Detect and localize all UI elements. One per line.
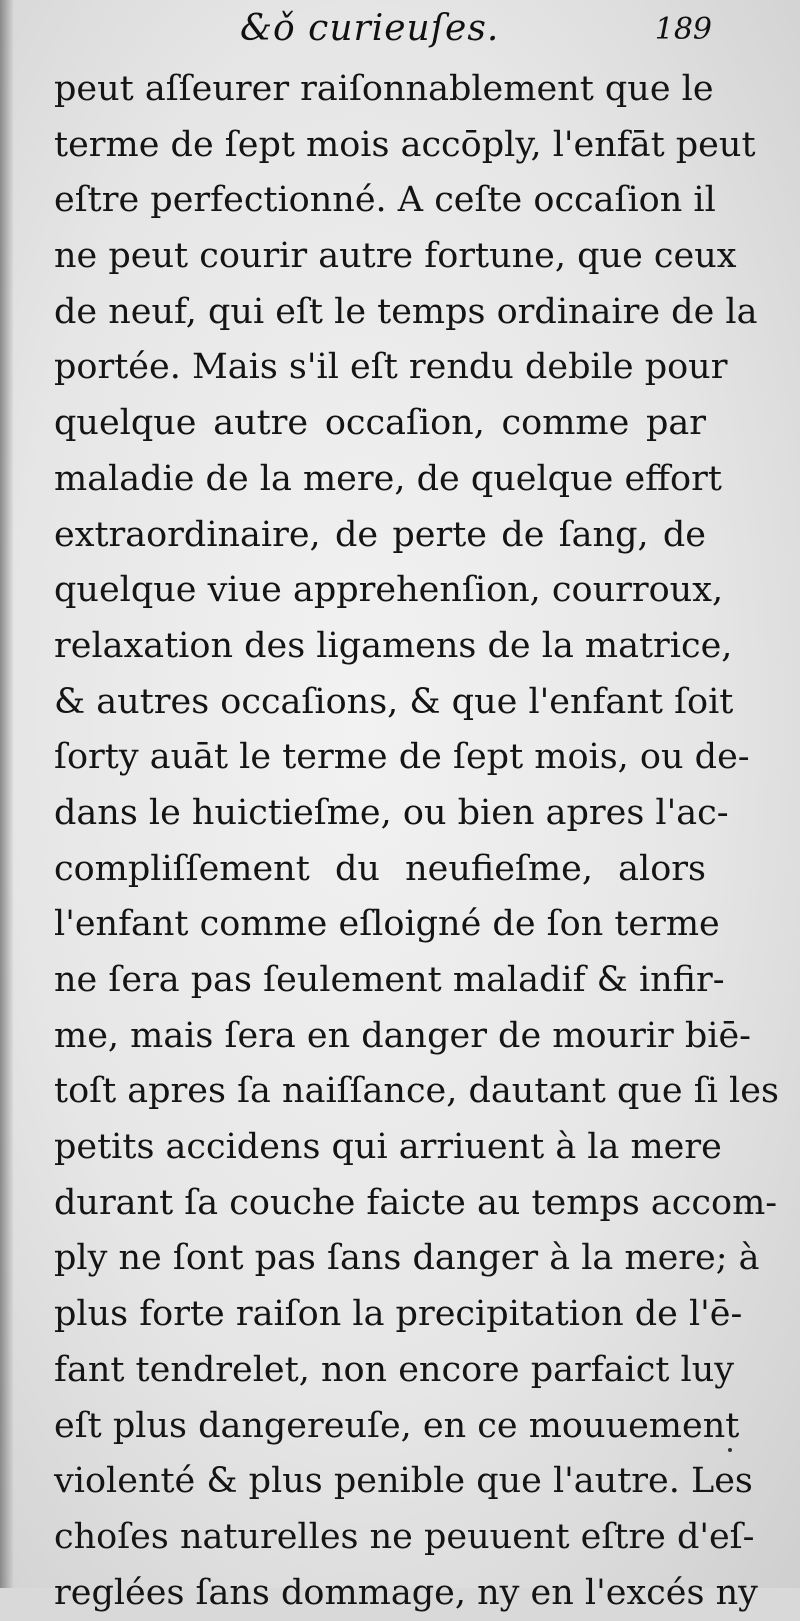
text-line: ne peut courir autre fortune, que ceux bbox=[54, 236, 737, 277]
text-line: eſtre perfectionné. A ceſte occaſion il bbox=[54, 180, 716, 221]
text-line: petits accidens qui arriuent à la mere bbox=[54, 1127, 722, 1168]
page-header bbox=[60, 8, 710, 56]
text-line: reglées ſans dommage, ny en l'excés ny bbox=[54, 1572, 758, 1613]
text-line: maladie de la mere, de quelque effort bbox=[54, 458, 722, 499]
text-line: compliſſement du neufieſme, alors bbox=[54, 848, 706, 889]
text-line: violenté & plus penible que l'autre. Les bbox=[54, 1461, 753, 1502]
text-line: plus forte raiſon la precipitation de l'ē- bbox=[54, 1294, 743, 1335]
text-line: quelque autre occaſion, comme par bbox=[54, 403, 706, 444]
text-line: durant ſa couche faicte au temps accom- bbox=[54, 1182, 778, 1223]
text-line: extraordinaire, de perte de ſang, de bbox=[54, 514, 706, 555]
text-line: ply ne ſont pas ſans danger à la mere; à bbox=[54, 1238, 760, 1279]
text-line: choſes naturelles ne peuuent eſtre d'eſ- bbox=[54, 1516, 755, 1557]
text-line: eſt plus dangereuſe, en ce mouuement bbox=[54, 1405, 740, 1446]
text-line: relaxation des ligamens de la matrice, bbox=[54, 625, 733, 666]
text-line: terme de ſept mois accōply, l'enfāt peut bbox=[54, 124, 756, 165]
text-line: peut aſſeurer raiſonnablement que le bbox=[54, 69, 714, 109]
page-edge-shadow bbox=[0, 0, 14, 1588]
text-line: dans le huictieſme, ou bien apres l'ac- bbox=[54, 792, 729, 833]
ink-speck bbox=[728, 1448, 732, 1452]
text-line: portée. Mais s'il eſt rendu debile pour bbox=[54, 347, 728, 388]
text-line: ſorty auāt le terme de ſept mois, ou de- bbox=[54, 737, 750, 778]
text-line: ne ſera pas ſeulement maladif & infir- bbox=[54, 960, 725, 1000]
text-line: fant tendrelet, non encore parfaict luy bbox=[54, 1349, 735, 1390]
text-line: quelque viue apprehenſion, courroux, bbox=[54, 570, 724, 611]
text-line: & autres occaſions, & que l'enfant ſoit bbox=[54, 681, 734, 722]
text-line: me, mais ſera en danger de mourir biē- bbox=[54, 1015, 752, 1056]
text-line: toſt apres ſa naiſſance, dautant que ſi les bbox=[54, 1071, 779, 1112]
running-title: &ǒ curieuſes. bbox=[240, 8, 500, 49]
text-line: l'enfant comme eſloigné de ſon terme bbox=[54, 904, 720, 945]
body-text bbox=[54, 62, 779, 1621]
page-number: 189 bbox=[654, 12, 712, 47]
text-line: de neuf, qui eſt le temps ordinaire de la bbox=[54, 291, 758, 332]
